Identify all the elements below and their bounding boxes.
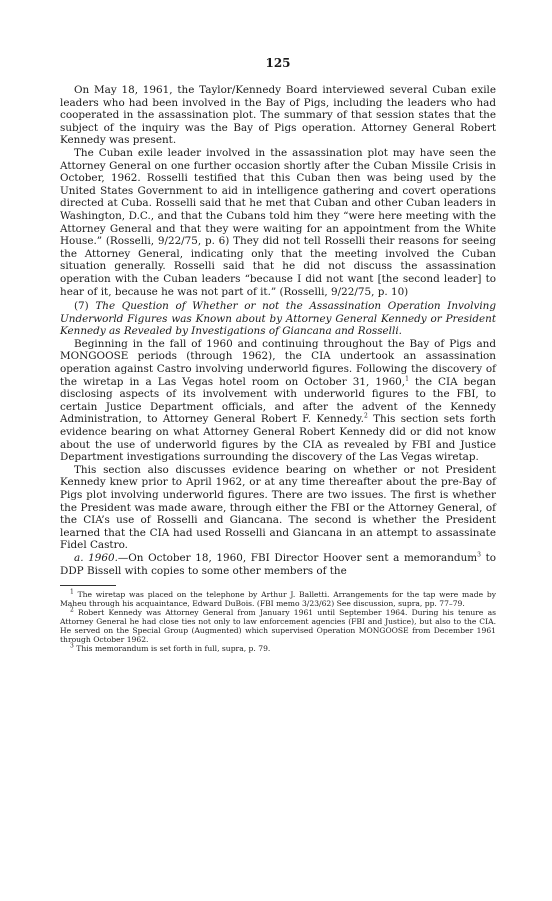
paragraph-president-kennedy-knowledge: This section also discusses evidence bearing on whether or not President Kennedy knew prior to April 1962, or at any time thereafter about the pre-Bay of Pigs plot involving underworld figures. There are two issues. The first is whether the President was made aware, through either the FBI or the Attorney General, of the CIA’s use of Rosselli and Giancana. The second is whether the President learned that the CIA had used Rosselli and Giancana in an attempt to assassinate Fidel Castro. xyxy=(60,463,496,552)
section-heading-number: (7) xyxy=(74,300,89,313)
paragraph-taylor-kennedy-board: On May 18, 1961, the Taylor/Kennedy Board interviewed several Cuban exile leaders who had been involved in the Bay of Pigs, including the leaders who had cooperated in the assassination plot. The summary of that session states that the subject of the inquiry was the Bay of Pigs operation. Attorney General Robert Kennedy was present. xyxy=(60,84,496,147)
footnote-1 xyxy=(60,590,496,608)
paragraph-text-part: —On October 18, 1960, FBI Director Hoover sent a memorandum xyxy=(117,551,478,564)
paragraph-text-part: the CIA began disclosing aspects of its involvement with underworld figures to the FBI, to certain Justice Department officials, and after the advent of the Kennedy Administration, to Attorney General Robert F. Kennedy. xyxy=(60,375,496,426)
footnote-marker: 1 xyxy=(70,588,74,596)
footnote-reference-1: 1 xyxy=(405,375,409,383)
paragraph-1960-memorandum xyxy=(60,552,496,577)
paragraph-text-part: This section sets forth evidence bearing on what Attorney General Robert Kennedy did or did not know about the use of underworld figures by the CIA as revealed by FBI and Justice Department investigations surrounding the discovery of the Las Vegas wiretap. xyxy=(60,413,496,464)
paragraph-text-part: to DDP Bissell with copies to some other members of the xyxy=(60,551,497,577)
paragraph-beginning-fall-1960 xyxy=(60,338,496,464)
section-heading-title: The Question of Whether or not the Assassination Operation Involving Underworld Figures was Known about by Attorney General Kennedy or President Kennedy as Revealed by Investigations of Giancana and Rosselli. xyxy=(60,300,496,338)
footnote-marker: 3 xyxy=(70,642,74,650)
page-number: 125 xyxy=(265,56,291,70)
footnote-2 xyxy=(60,608,496,644)
document-page xyxy=(60,56,496,653)
footnote-reference-2: 2 xyxy=(363,412,368,420)
footnote-text: The wiretap was placed on the telephone by Arthur J. Balletti. Arrangements for the tap were made by Maheu through his acquaintance, Edward DuBois. (FBI memo 3/23/62) See discussion, supra, pp. 77–79. xyxy=(60,590,496,609)
subsection-lead-in: a. 1960. xyxy=(74,551,118,564)
footnote-text: This memorandum is set forth in full, supra, p. 79. xyxy=(76,644,271,654)
footnote-divider xyxy=(60,585,116,586)
footnote-marker: 2 xyxy=(70,606,74,614)
body-text xyxy=(60,84,496,577)
footnote-text: Robert Kennedy was Attorney General from January 1961 until September 1964. During his tenure as Attorney General he had close ties not only to law enforcement agencies (FBI and Justice), but also to the CIA. He served on the Special Group (Augmented) which supervised Operation MONGOOSE from December 1961 through October 1962. xyxy=(60,608,496,645)
paragraph-text-part: Beginning in the fall of 1960 and continuing throughout the Bay of Pigs and MONGOOSE periods (through 1962), the CIA undertook an assassination operation against Castro involving underworld figures. Following the discovery of the wiretap in a Las Vegas hotel room on October 31, 1960, xyxy=(60,337,496,388)
section-heading xyxy=(60,300,496,338)
footnotes xyxy=(60,590,496,653)
footnote-reference-3: 3 xyxy=(477,551,481,559)
footnote-3 xyxy=(60,644,496,653)
paragraph-cuban-exile-leader: The Cuban exile leader involved in the assassination plot may have seen the Attorney General on one further occasion shortly after the Cuban Missile Crisis in October, 1962. Rosselli testified that this Cuban then was being used by the United States Government to aid in intelligence gathering and covert operations directed at Cuba. Rosselli said that he met that Cuban and other Cuban leaders in Washington, D.C., and that the Cubans told him they “were here meeting with the Attorney General and that they were waiting for an appointment from the White House.” (Rosselli, 9/22/75, p. 6) They did not tell Rosselli their reasons for seeing the Attorney General, indicating only that the meeting involved the Cuban situation generally. Rosselli said that he did not discuss the assassination operation with the Cuban leaders “because I did not want [the second leader] to hear of it, because he was not part of it.” (Rosselli, 9/22/75, p. 10) xyxy=(60,146,496,298)
